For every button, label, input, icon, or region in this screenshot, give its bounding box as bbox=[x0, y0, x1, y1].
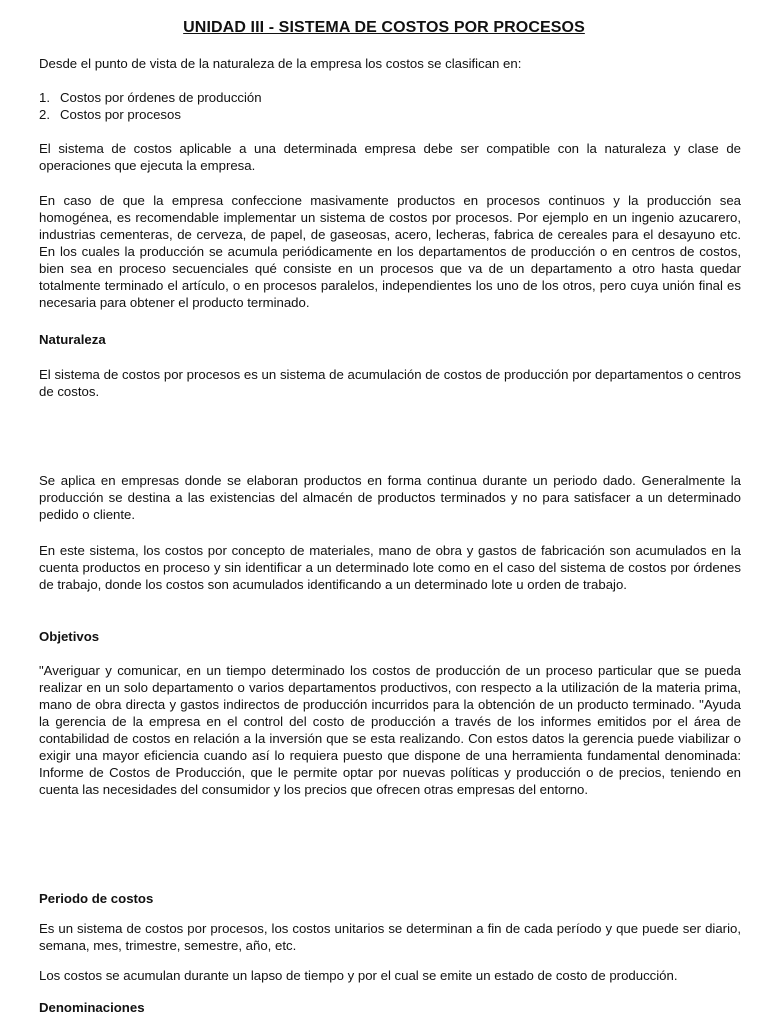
paragraph: Los costos se acumulan durante un lapso de tiempo y por el cual se emite un estado de costo de producción. bbox=[39, 968, 678, 983]
section-heading-objetivos: Objetivos bbox=[39, 629, 100, 644]
section-heading-periodo: Periodo de costos bbox=[39, 891, 154, 906]
list-item bbox=[39, 89, 741, 106]
list-text: Costos por órdenes de producción bbox=[60, 90, 262, 105]
section-heading-denominaciones: Denominaciones bbox=[39, 1000, 145, 1015]
list-item bbox=[39, 106, 741, 123]
list-text: Costos por procesos bbox=[60, 107, 181, 122]
paragraph: El sistema de costos aplicable a una determinada empresa debe ser compatible con la naturaleza y clase de operaciones que ejecuta la empresa. bbox=[39, 141, 741, 173]
intro-paragraph: Desde el punto de vista de la naturaleza de la empresa los costos se clasifican en: bbox=[39, 56, 522, 71]
paragraph: Se aplica en empresas donde se elaboran productos en forma continua durante un periodo dado. Generalmente la producción se destina a las existencias del almacén de productos terminados y no para satisfacer a un determinado pedido o cliente. bbox=[39, 473, 741, 522]
section-heading-naturaleza: Naturaleza bbox=[39, 332, 106, 347]
paragraph: Es un sistema de costos por procesos, los costos unitarios se determinan a fin de cada período y que puede ser diario, semana, mes, trimestre, semestre, año, etc. bbox=[39, 921, 741, 953]
paragraph: En este sistema, los costos por concepto de materiales, mano de obra y gastos de fabricación son acumulados en la cuenta productos en proceso y sin identificar a un determinado lote como en el caso del sistema de costos por órdenes de trabajo, donde los costos son acumulados identificando a un determinado lote u orden de trabajo. bbox=[39, 543, 741, 592]
document-title: UNIDAD III - SISTEMA DE COSTOS POR PROCESOS bbox=[183, 19, 585, 36]
list-number: 1. bbox=[39, 90, 50, 105]
list-number: 2. bbox=[39, 107, 50, 122]
paragraph: En caso de que la empresa confeccione masivamente productos en procesos continuos y la producción sea homogénea, es recomendable implementar un sistema de costos por procesos. Por ejemplo en un ingenio azucarero, industrias cementeras, de cerveza, de papel, de gaseosas, acero, lecheras, fabrica de cereales para el desayuno etc. En los cuales la producción se acumula periódicamente en los departamentos de producción o en centros de costos, bien sea en proceso secuenciales qué consiste en un procesos que va de un departamento a otro hasta quedar totalmente terminado el artículo, o en procesos paralelos, independientes los uno de los otros, pero cuya unión final es necesaria para obtener el producto terminado. bbox=[39, 193, 741, 310]
paragraph: El sistema de costos por procesos es un sistema de acumulación de costos de producción por departamentos o centros de costos. bbox=[39, 367, 741, 399]
paragraph: "Averiguar y comunicar, en un tiempo determinado los costos de producción de un proceso particular que se pueda realizar en un solo departamento o varios departamentos productivos, con respecto a la utilización de la materia prima, mano de obra directa y gastos indirectos de producción incurridos para la obtención de un producto terminado. "Ayuda la gerencia de la empresa en el control del costo de producción a través de los informes emitidos por el área de contabilidad de costos en relación a la inversión que se esta realizando. Con estos datos la gerencia puede viabilizar o exigir una mayor eficiencia cuando así lo requiera puesto que dispone de una herramienta fundamental denominada: Informe de Costos de Producción, que le permite optar por nuevas políticas y producción o de precios, teniendo en cuenta las necesidades del consumidor y los precios que ofrecen otras empresas del entorno. bbox=[39, 663, 741, 797]
